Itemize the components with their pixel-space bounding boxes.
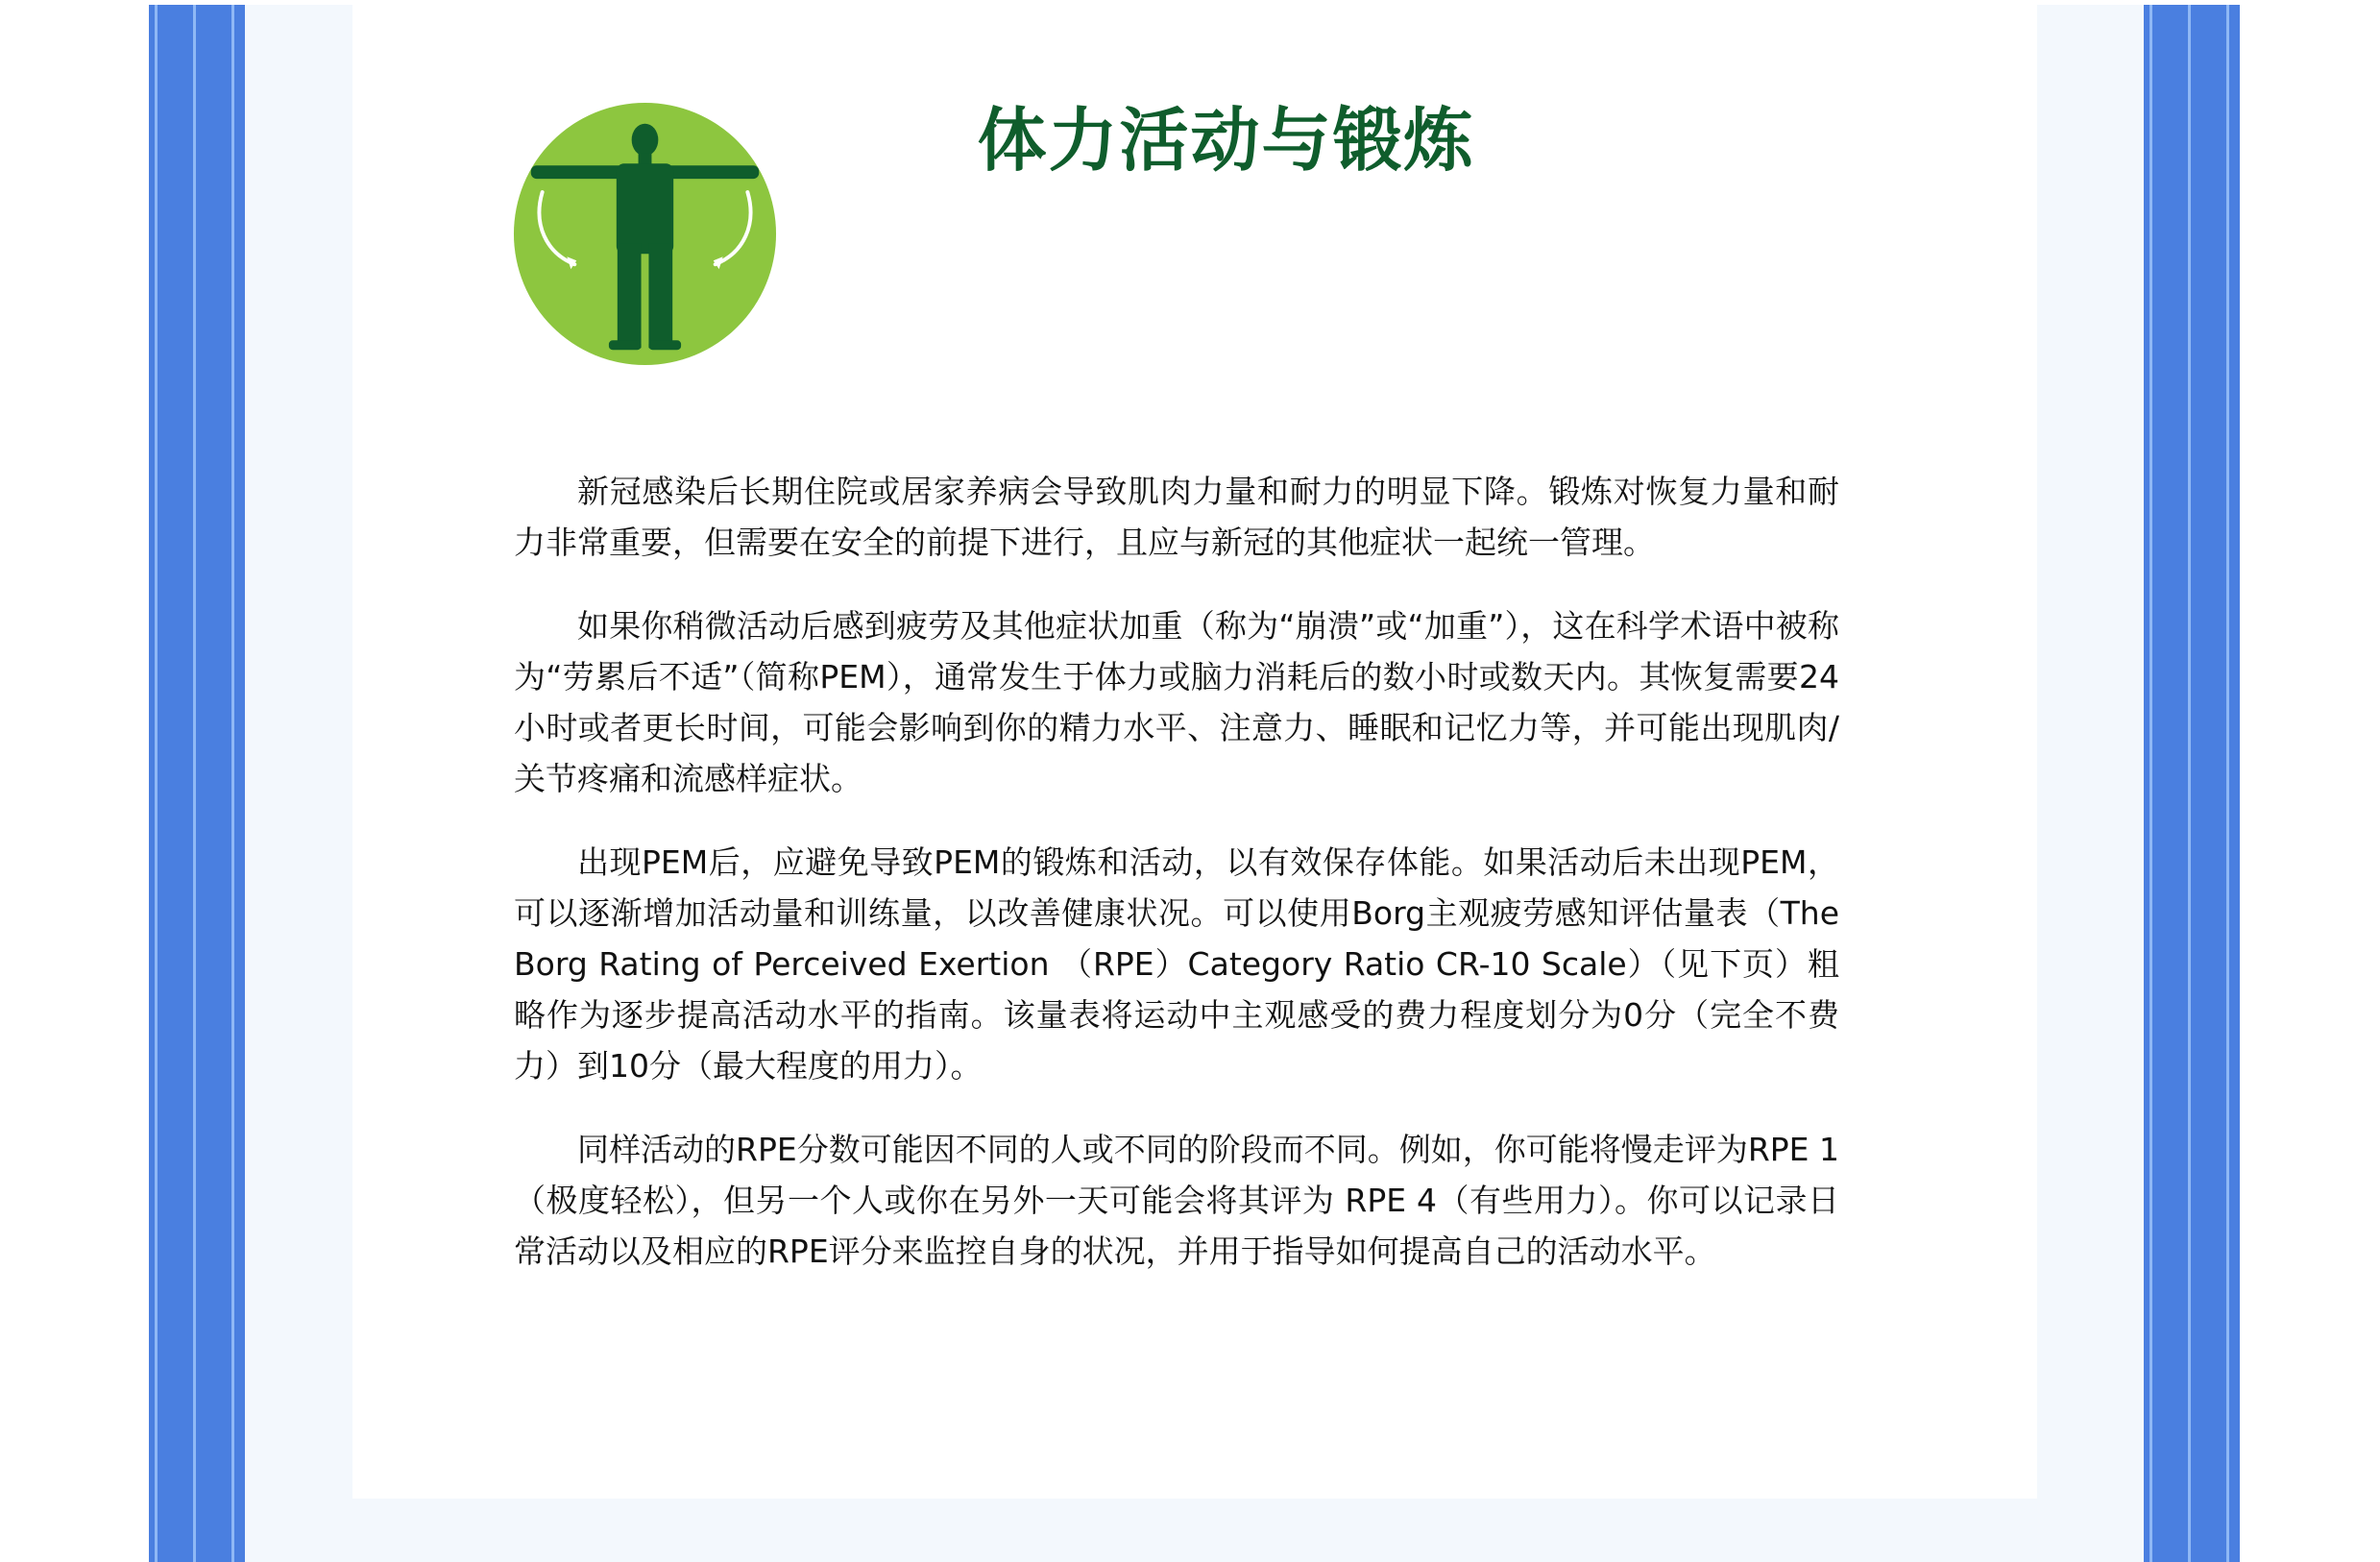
paragraph: 如果你稍微活动后感到疲劳及其他症状加重（称为“崩溃”或“加重”），这在科学术语中被称为“劳累后不适”（简称PEM），通常发生于体力或脑力消耗后的数小时或数天内。其恢复需要24小时或者更长时间，可能会影响到你的精力水平、注意力、睡眠和记忆力等，并可能出现肌肉/关节疼痛和流感样症状。 <box>514 607 1839 797</box>
right-decorative-stripe <box>2144 5 2240 1562</box>
page-title: 体力活动与锻炼 <box>977 100 1475 181</box>
paragraph: 新冠感染后长期住院或居家养病会导致肌肉力量和耐力的明显下降。锻炼对恢复力量和耐力非常重要，但需要在安全的前提下进行，且应与新冠的其他症状一起统一管理。 <box>514 473 1839 561</box>
paragraph: 同样活动的RPE分数可能因不同的人或不同的阶段而不同。例如，你可能将慢走评为RPE 1（极度轻松），但另一个人或你在另外一天可能会将其评为 RPE 4（有些用力）。你可以记录日常活动以及相应的RPE评分来监控自身的状况，并用于指导如何提高自己的活动水平。 <box>514 1131 1839 1270</box>
left-decorative-stripe <box>149 5 245 1562</box>
article-body <box>514 466 1839 1309</box>
paragraph: 出现PEM后，应避免导致PEM的锻炼和活动，以有效保存体能。如果活动后未出现PEM，可以逐渐增加活动量和训练量，以改善健康状况。可以使用Borg主观疲劳感知评估量表（The Borg Rating of Perceived Exertion （RPE）Category Ratio CR-10 Scale）（见下页）粗略作为逐步提高活动水平的指南。该量表将运动中主观感受的费力程度划分为0分（完全不费力）到10分（最大程度的用力）。 <box>514 843 1839 1085</box>
